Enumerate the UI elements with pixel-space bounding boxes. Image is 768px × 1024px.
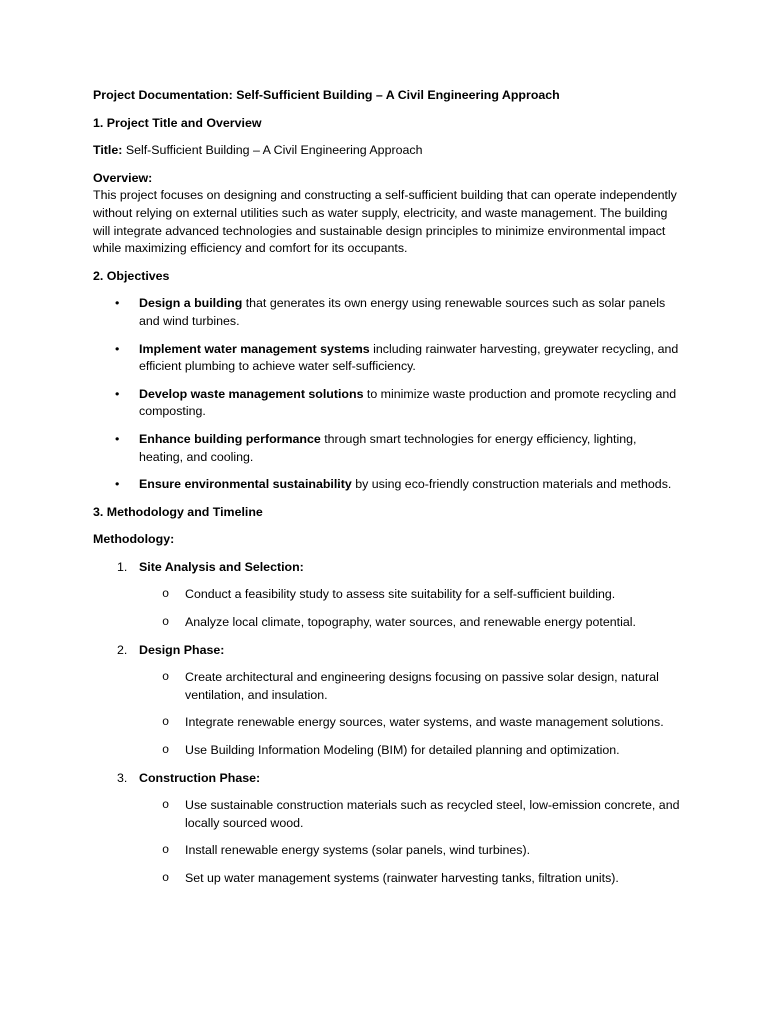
methodology-steps (93, 559, 683, 888)
list-item: o Install renewable energy systems (solar panels, wind turbines). (162, 843, 531, 858)
project-title-line (93, 142, 683, 160)
list-item: • Implement water management systems including rainwater harvesting, greywater recycling, and efficient plumbing to achieve water self-sufficiency. (93, 341, 683, 376)
list-item: o Set up water management systems (rainwater harvesting tanks, filtration units). (162, 871, 619, 885)
list-item: o Integrate renewable energy sources, water systems, and waste management solutions. (162, 715, 664, 730)
methodology-step (93, 642, 683, 760)
step-sub-list (93, 669, 683, 759)
list-item: • Enhance building performance through smart technologies for energy efficiency, lighting, heating, and cooling. (93, 431, 683, 466)
step-sub-list (93, 586, 683, 631)
section-heading-objectives: 2. Objectives (93, 268, 170, 283)
list-item: • Ensure environmental sustainability by using eco-friendly construction materials and methods. (93, 476, 683, 494)
step-title: Construction Phase: (139, 770, 261, 785)
step-number: 1. (117, 559, 128, 574)
overview-label: Overview: (93, 170, 153, 185)
section-heading-overview: 1. Project Title and Overview (93, 115, 262, 130)
list-item: o Create architectural and engineering designs focusing on passive solar design, natural ventilation, and insulation. (162, 670, 659, 702)
list-item: o Use Building Information Modeling (BIM) for detailed planning and optimization. (162, 743, 620, 758)
list-item: • Develop waste management solutions to minimize waste production and promote recycling and composting. (93, 386, 683, 421)
overview-block (93, 170, 683, 258)
step-number: 3. (117, 770, 128, 785)
step-title: Design Phase: (139, 642, 225, 657)
step-title: Site Analysis and Selection: (139, 559, 304, 574)
methodology-step (93, 770, 683, 888)
title-value: Self-Sufficient Building – A Civil Engineering Approach (122, 143, 423, 158)
section-heading-methodology: 3. Methodology and Timeline (93, 504, 263, 519)
methodology-label: Methodology: (93, 532, 175, 547)
list-item: • Design a building that generates its own energy using renewable sources such as solar panels and wind turbines. (93, 295, 683, 330)
list-item: o Use sustainable construction materials such as recycled steel, low-emission concrete, and locally sourced wood. (162, 798, 680, 830)
step-sub-list (93, 797, 683, 887)
objectives-list (93, 295, 683, 493)
step-number: 2. (117, 642, 128, 657)
title-label: Title: (93, 143, 123, 158)
document-title: Project Documentation: Self-Sufficient Building – A Civil Engineering Approach (93, 88, 560, 102)
list-item: o Conduct a feasibility study to assess site suitability for a self-sufficient building. (162, 587, 616, 602)
document-content (93, 87, 683, 898)
methodology-step (93, 559, 683, 632)
list-item: o Analyze local climate, topography, water sources, and renewable energy potential. (162, 615, 636, 630)
overview-text: This project focuses on designing and constructing a self-sufficient building that can operate independently without relying on external utilities such as water supply, electricity, and waste management. The building will integrate advanced technologies and sustainable design principles to minimize environmental impact while maximizing efficiency and comfort for its occupants. (93, 188, 677, 256)
